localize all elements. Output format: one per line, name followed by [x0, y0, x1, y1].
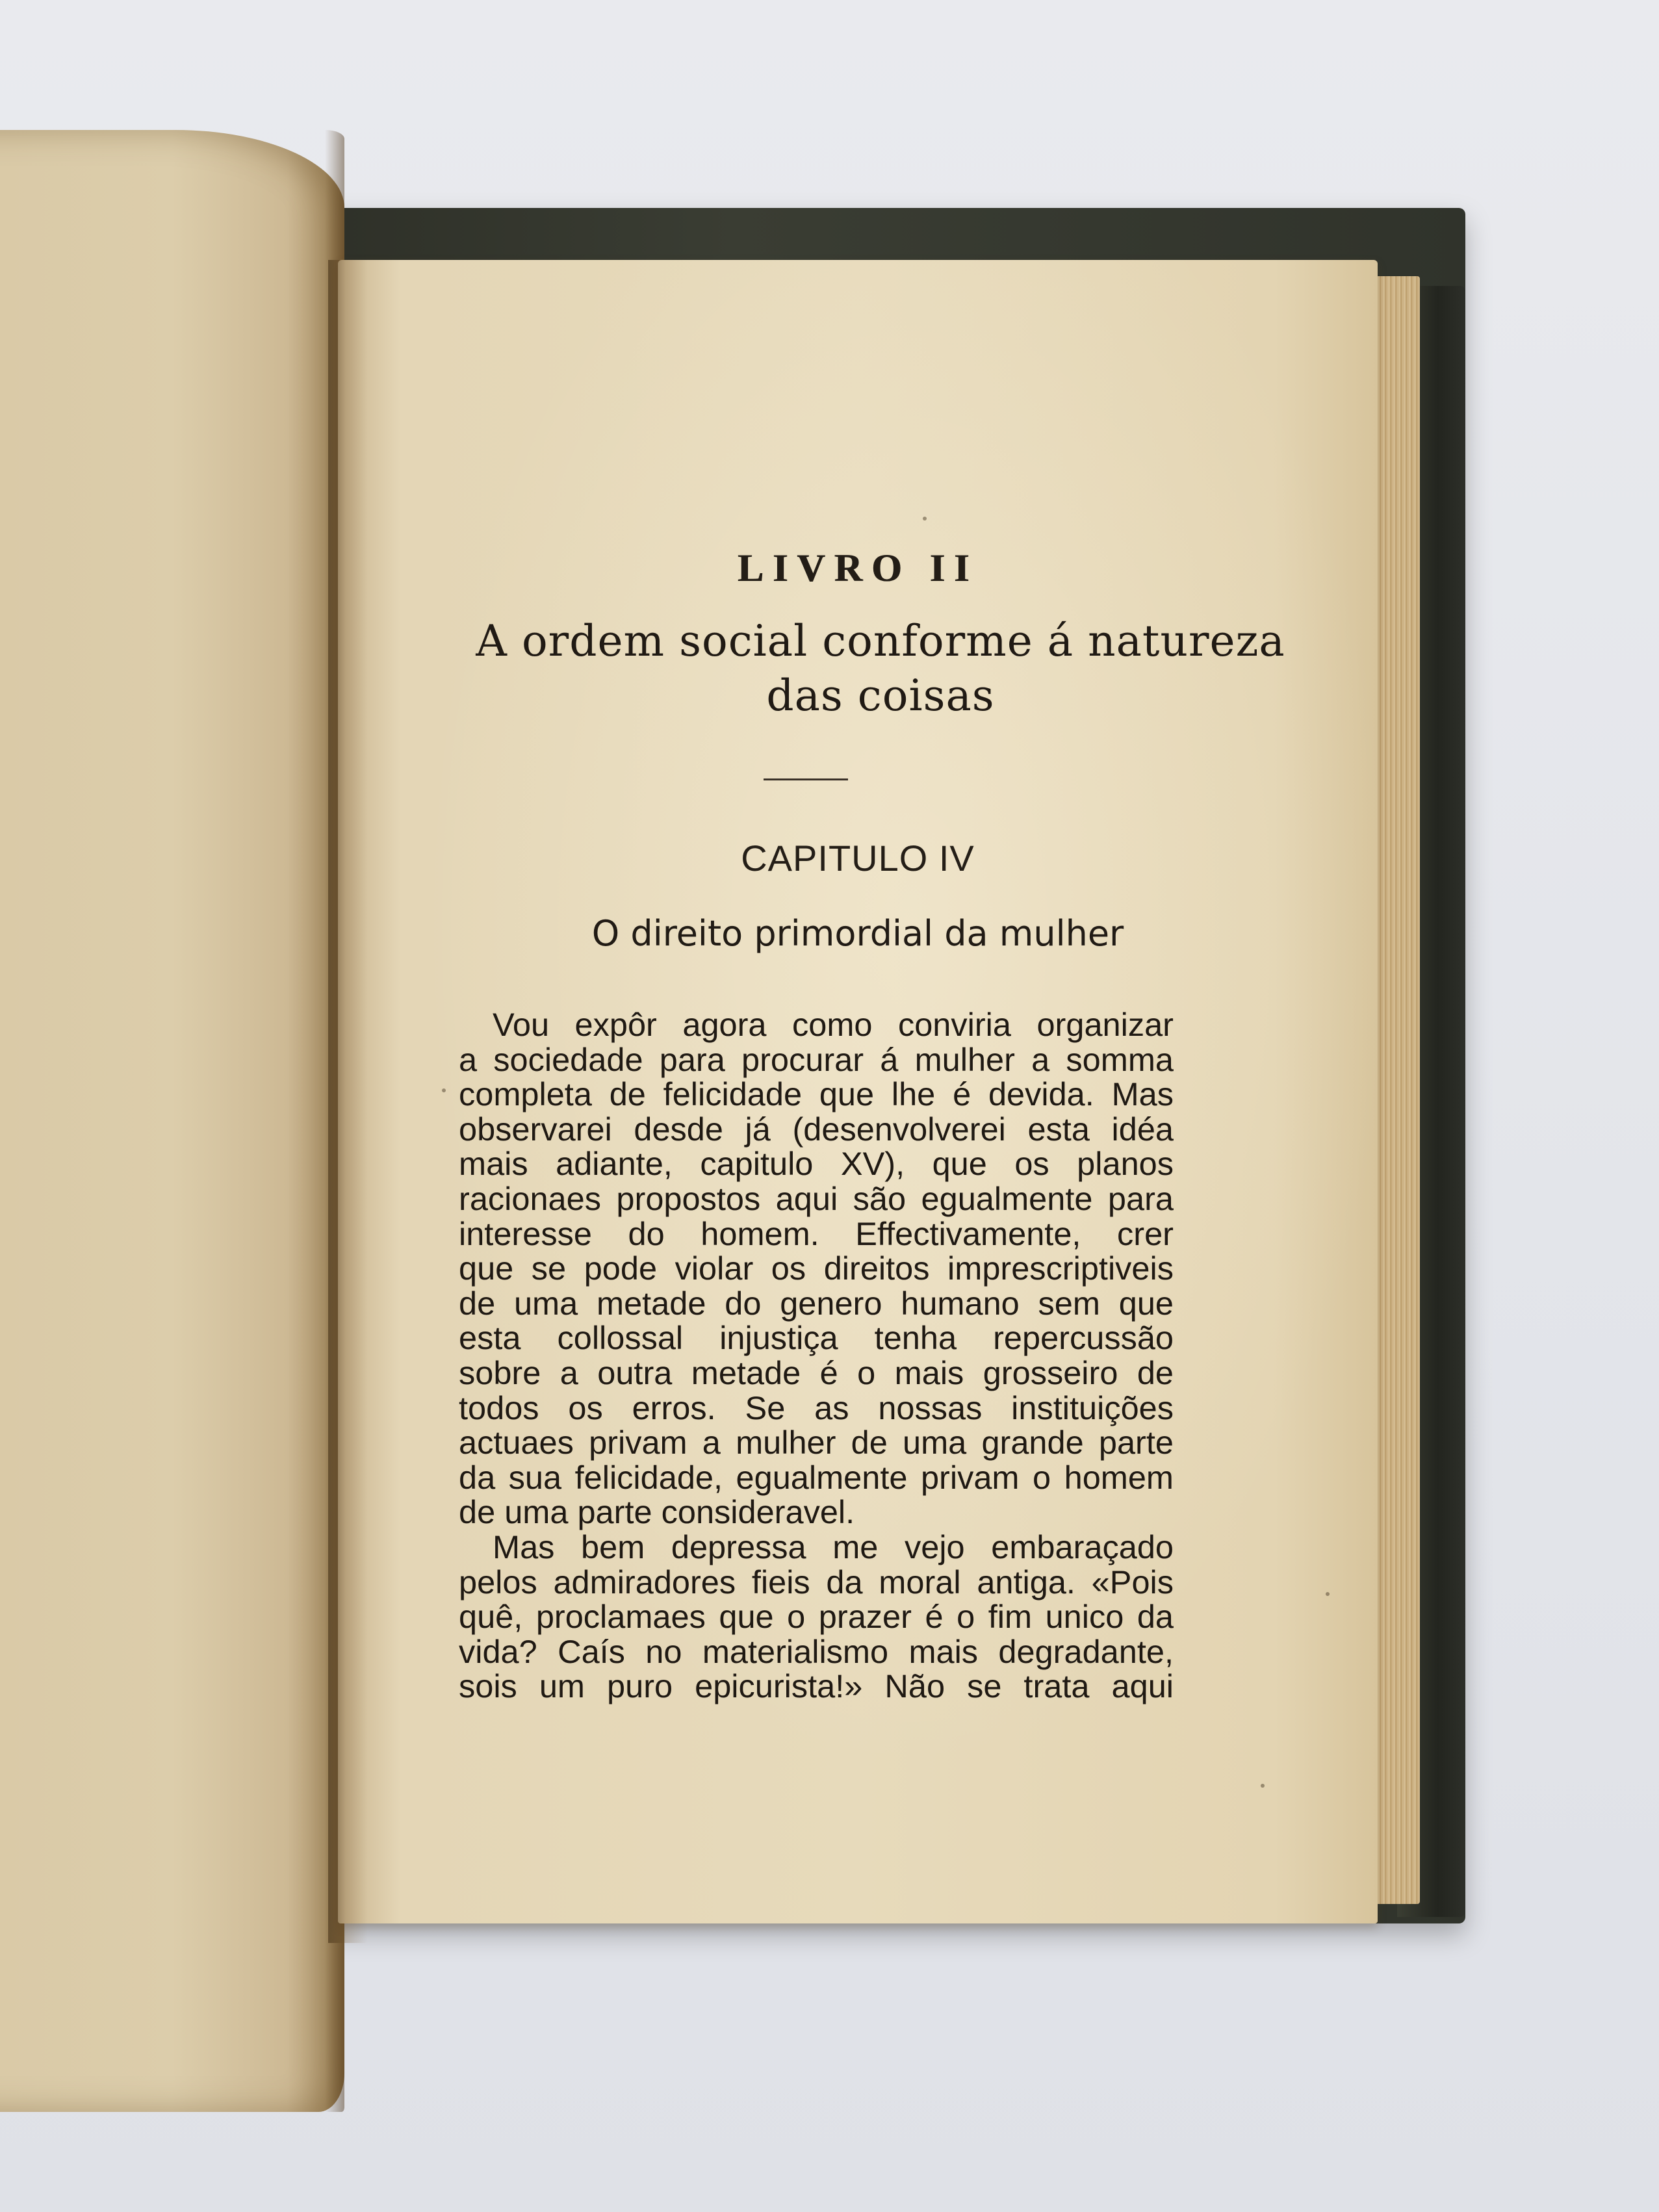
book-title: [448, 614, 1313, 723]
text-line: de uma metade do genero humano sem que: [459, 1284, 1174, 1322]
chapter-title: O direito primordial da mulher: [591, 913, 1124, 954]
speck: [1261, 1784, 1265, 1788]
text-line: vida? Caís no materialismo mais degradante,: [459, 1632, 1174, 1670]
page-content: [338, 260, 1378, 1923]
left-page: [0, 130, 344, 2112]
book-title-line: das coisas: [766, 671, 995, 721]
speck: [1326, 1592, 1330, 1596]
text-line: Mas bem depressa me vejo embaraçado: [493, 1528, 1174, 1565]
text-line: de uma parte consideravel.: [459, 1493, 855, 1531]
text-line: mais adiante, capitulo XV), que os planos: [459, 1145, 1174, 1183]
page-gutter-shadow: [328, 260, 367, 1943]
text-line: que se pode violar os direitos imprescriptiveis: [459, 1250, 1174, 1287]
text-line: esta collossal injustiça tenha repercussão: [459, 1319, 1174, 1357]
body-text: [459, 1007, 1174, 1704]
text-line: da sua felicidade, egualmente privam o homem: [459, 1458, 1174, 1496]
text-line: interesse do homem. Effectivamente, crer: [459, 1215, 1174, 1252]
text-line: a sociedade para procurar á mulher a somma: [459, 1040, 1174, 1078]
book-title-line: A ordem social conforme á natureza: [476, 616, 1285, 666]
text-line: todos os erros. Se as nossas instituições: [459, 1389, 1174, 1426]
text-line: racionaes propostos aqui são egualmente para: [459, 1179, 1174, 1217]
text-line: quê, proclamaes que o prazer é o fim unico da: [459, 1598, 1174, 1636]
text-line: pelos admiradores fieis da moral antiga. «Pois: [459, 1563, 1174, 1601]
text-line: observarei desde já (desenvolverei esta idéa: [459, 1110, 1174, 1148]
speck: [923, 517, 927, 521]
divider-rule: [764, 778, 848, 780]
speck: [442, 1088, 446, 1092]
chapter-number: CAPITULO IV: [741, 838, 975, 879]
text-line: sobre a outra metade é o mais grosseiro de: [459, 1354, 1174, 1391]
text-line: actuaes privam a mulher de uma grande parte: [459, 1424, 1174, 1461]
text-line: Vou expôr agora como conviria organizar: [493, 1006, 1174, 1043]
text-line: completa de felicidade que lhe é devida. Mas: [459, 1075, 1174, 1113]
right-page: [338, 260, 1378, 1923]
book-part-heading: LIVRO II: [737, 547, 979, 589]
text-line: sois um puro epicurista!» Não se trata aqui: [459, 1667, 1174, 1705]
